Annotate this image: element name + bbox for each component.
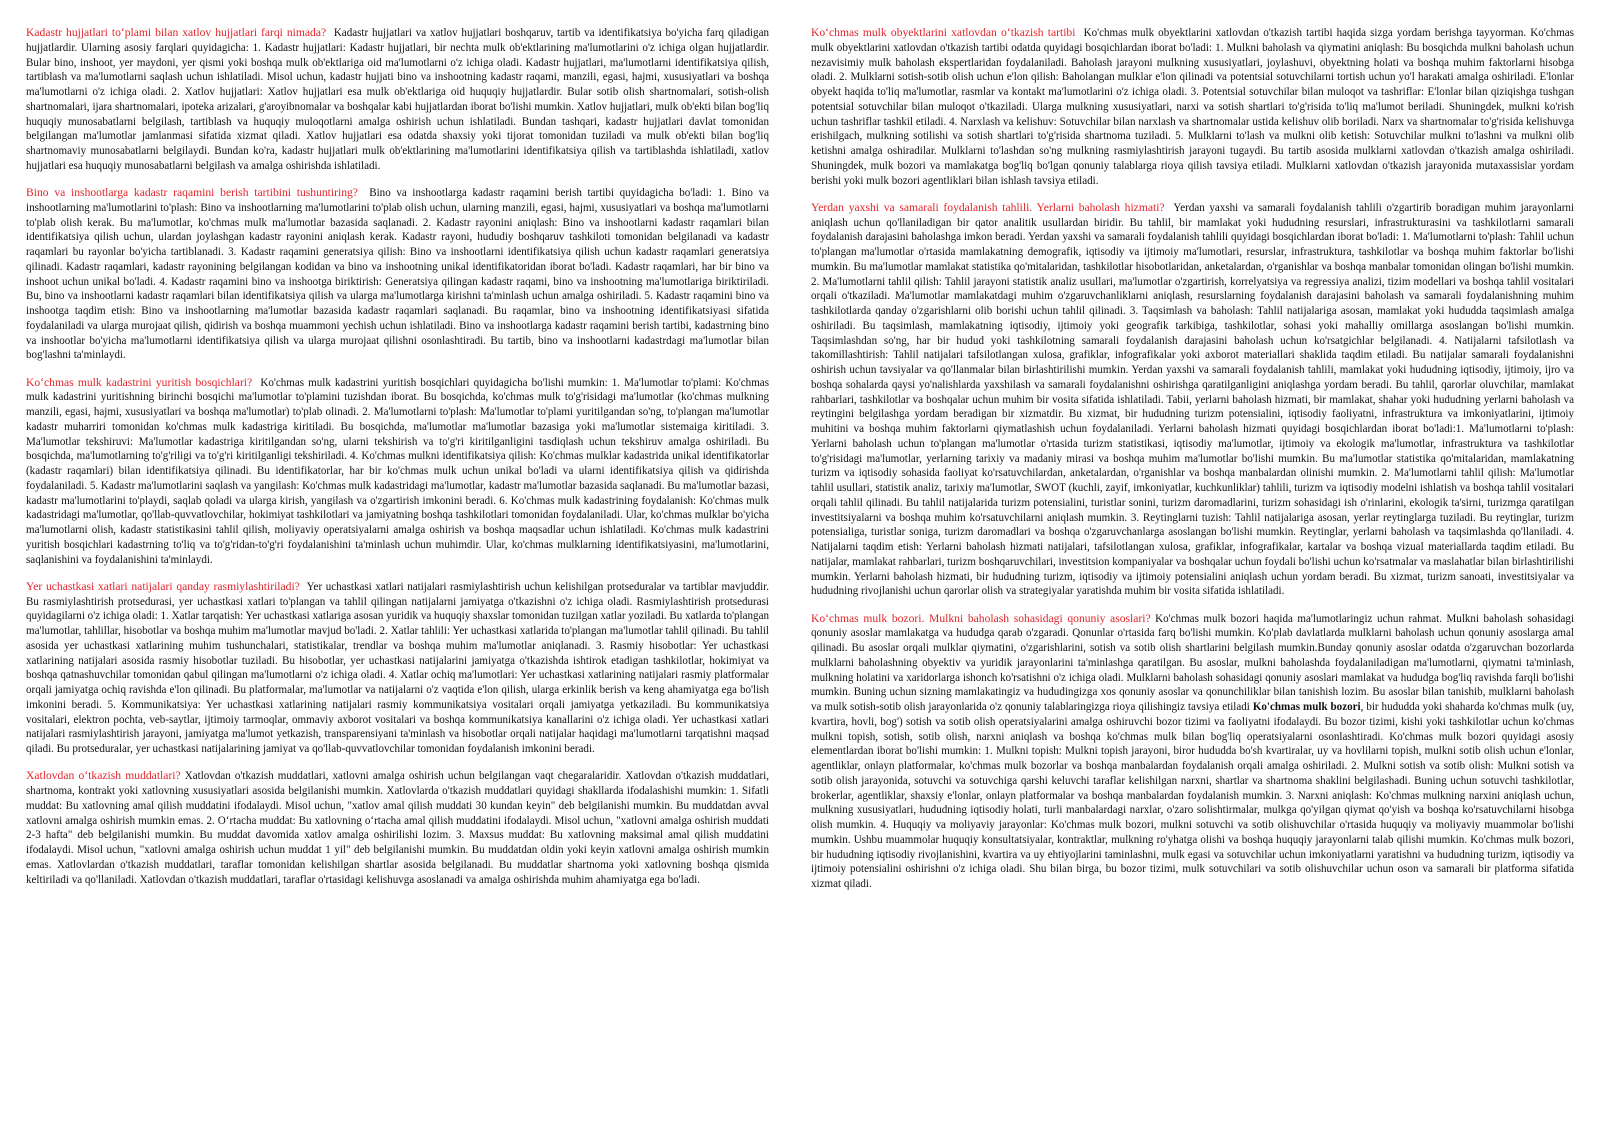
- section-body: Kadastr hujjatlari va xatlov hujjatlari boshqaruv, tartib va identifikatsiya bo'yicha farq qiladigan hujjatlardir. Ularning asosiy farqlari quyidagicha: 1. Kadastr hujjatlari: Kadastr hujjatlari, bir nechta mulk ob'ektlarining ma'lumotlarini o'z ichiga olgan hujjatlardir. Bular bino, inshoot, yer maydoni, yer qismi yoki boshqa mulk ob'ektlariga oid ma'lumotlarni o'z ichiga oladi. Kadastr hujjatlari, ma'lumotlarni identifikatsiya qilish, tartiblash va ma'lumotlarni saqlash uchun ishlatiladi. Misol uchun, kadastr hujjati bino va inshootning kadastr raqami, manzili, egasi, hajmi, xususiyatlari va boshqa ma'lumotlarni o'z ichiga oladi. 2. Xatlov hujjatlari: Xatlov hujjatlari esa mulk ob'ektlariga oid huquqiy hujjatlardir. Bular sotib olish shartnomalari, sotish-olish shartnomalari, ijara shartnomalari, ipoteka arizalari, g'aroyibnomalar va boshqalar kabi hujjatlardan iborat bo'lishi mumkin. Xatlov hujjatlari, mulk ob'ekti bilan bog'liq huquqiy munosabatlarni belgilash, tartiblash va huquqiy muloqotlarni amalga oshirish uchun ishlatiladi. Bundan tashqari, kadastr hujjatlari davlat tomonidan belgilangan ma'lumotlar jamlanmasi sifatida xizmat qiladi. Xatlov hujjatlari esa odatda shaxsiy yoki tijorat tomonidan tuziladi va mulk ob'ekti bilan bog'liq shartnomaviy munosabatlarni belgilaydi. Bundan ko'ra, kadastr hujjatlari mulk ob'ektlarining ma'lumotlarini identifikatsiya qilish va tartiblashda ishlatiladi, xatlov hujjatlari esa huquqiy munosabatlarni belgilash va amalga oshirishda ishlatiladi.: [26, 27, 769, 172]
- section-body-continued: , bir hududda yoki shaharda ko'chmas mulk (uy, kvartira, hovli, bog') sotish va sotib olish operatsiyalarini amalga oshiruvchi bozor tizimi va faoliyatni ifodalaydi. Bu bozor tizimi, kishi yoki tashkilotlar uchun ko'chmas mulkni topish, sotish, sotib olish, narxni aniqlash va boshqa ko'chmas mulk bilan bog'liq operatsiyalarni osonlashtiradi. Ko'chmas mulk bozori quyidagi asosiy elementlardan iborat bo'lishi mumkin: 1. Mulkni topish: Mulkni topish jarayoni, biror hududda bo'sh kvartiralar, uy va hovlilarni topish, mulkni sotib olish uchun e'lonlar, agentliklar, onlayn platformalar, ko'chmas mulk bozorlar va boshqa manbalardan foydalanish orqali amalga oshiriladi. 2. Mulkni sotish va sotib olish: Mulkni sotish va sotib olish jarayonida, sotuvchi va sotuvchiga qarshi keluvchi taraflar kelishilgan narxni, shartlar va shartnoma shaklini belgilashadi. Buning uchun sotuvchi tashkilotlar, brokerlar, agentliklar, shaxsiy e'lonlar, onlayn platformalar va boshqa manbalardan foydalanish mumkin. 3. Narxni aniqlash: Ko'chmas mulkning narxini aniqlash uchun, mulkning xususiyatlari, hududning iqtisodiy holati, turli manbalardagi narxlar, o'zaro solishtirmalar, mulkga qo'yilgan qiymat qo'yish va boshqa ko'rsatuvchilarni hisobga olish mumkin. 4. Huquqiy va moliyaviy jarayonlar: Ko'chmas mulk bozori, mulkni sotuvchi va sotib olishuvchilar o'rtasida huquqiy va moliyaviy muammolar bo'lishi mumkin. Ushbu muammolar huquqiy konsultatsiyalar, kontraktlar, mulkning ro'yhatga olishi va boshqa huquqiy jarayonlarni talab qilishi mumkin. Ko'chmas mulk bozori, bir hududning iqtisodiy rivojlanishini, kvartira va uy ehtiyojlarini taminlashni, mulk egasi va sotuvchilar uchun imkoniyatlarni yaratishni va hududning turizm, iqtisodiy va ijtimoiy potensialini oshirishni o'z ichiga oladi. Shu bilan birga, bu bozor tizimi, mulk sotuvchilari va sotib olishuvchilar uchun oson va samarali bir platforma sifatida xizmat qiladi.: [811, 701, 1575, 890]
- paragraph: [811, 612, 1574, 892]
- section-body: Ko'chmas mulk kadastrini yuritish bosqichlari quyidagicha bo'lishi mumkin: 1. Ma'lumotlar to'plami: Ko'chmas mulk kadastrini yuritishning birinchi bosqichi ma'lumotlar to'plamini tuzishdan iborat. Bu bosqichda, ko'chmas mulk to'g'risidagi ma'lumotlar (ko'chmas mulkning manzili, egasi, hajmi, xususiyatlari va boshqa ma'lumotlar) to'plab olinadi. 2. Ma'lumotlarni to'plash: Ma'lumotlar to'plami yuritilgandan so'ng, to'plangan ma'lumotlar kadastr muharriri tomonidan ko'chmas mulk kadastriga kiritiladi. Bu bosqichda, ma'lumotlar ma'lumotlar bazasiga yoki ma'lumotlar sistemaiga kiritiladi. 3. Ma'lumotlar tekshiruvi: Ma'lumotlar kadastriga kiritilgandan so'ng, ularni tekshirish va to'g'ri kiritilganligini tasdiqlash uchun tekshiruv amalga oshiriladi. Bu bosqichda, ma'lumotlarning to'g'riligi va to'g'ri kiritilganligi tekshiriladi. 4. Ko'chmas mulkni identifikatsiya qilish: Ko'chmas mulklar kadastrida unikal identifikatorlar (kadastr raqamlari) bilan identifikatsiya qilinadi. Bu identifikatorlar, har bir ko'chmas mulk uchun unikal bo'ladi va ularni identifikatsiya qilish va qidirishda foydalaniladi. 5. Kadastr ma'lumotlarini saqlash va yangilash: Ko'chmas mulk kadastridagi ma'lumotlar, kadastr ma'lumotlar bazasida saqlanadi. Bu ma'lumotlar bazasi, kadastr ma'lumotlarini to'playdi, saqlab qoladi va ularga kirish, yangilash va o'zgartirish imkonini beradi. 6. Ko'chmas mulk kadastrining foydalanish: Ko'chmas mulk kadastridagi ma'lumotlar, qo'llab-quvvatlovchilar, hokimiyat tashkilotlari va jamiyatning boshqa tashkilotlari tomonidan foydalaniladi. Ular, ko'chmas mulklar bo'yicha ma'lumotlarni olish, kadastr statistikasini tahlil qilish, moliyaviy operatsiyalarni amalga oshirish va boshqa maqsadlar uchun ishlatiladi. Ko'chmas mulk kadastrini yuritish bosqichlari kadastrning to'liq va to'g'ridan-to'g'ri foydalanishini ta'minlash uchun muhimdir. Ular, ko'chmas mulklarning identifikatsiyasini, ma'lumotlarini, saqlanishini va foydalanishini ta'minlaydi.: [26, 376, 769, 566]
- section-heading: Yerdan yaxshi va samarali foydalanish tahlili. Yerlarni baholash hizmati?: [811, 200, 1165, 214]
- section-body: Ko'chmas mulk obyektlarini xatlovdan o'tkazish tartibi haqida sizga yordam berishga tayyorman. Ko'chmas mulk obyektlarini xatlovdan o'tkazish tartibi odatda quyidagi bosqichlardan iborat bo'ladi: 1. Mulkni baholash va qiymatini aniqlash: Bu bosqichda mulkni baholash uchun nezavisimiy mulk baholash ekspertlaridan foydalaniladi. Baholash jarayoni mulkning xususiyatlari, joylashuvi, obyektning holati va boshqa muhim faktorlarni hisobga oladi. 2. Mulklarni sotish-sotib olish uchun e'lon qilish: Baholangan mulklar e'lon qilinadi va potentsial sotuvchilarni tortish uchun yo'l harakati amalga oshiriladi. E'lonlar obyekt haqida to'liq ma'lumotlar, rasmlar va kontakt ma'lumotlarini o'z ichiga oladi. 3. Potentsial sotuvchilar bilan muloqot va tashriflar: E'lonlar bilan qiziqishga tushgan potentsial sotuvchilar bilan muloqot o'tkaziladi. Ularga mulkning xususiyatlari, narxi va sotish shartlari to'g'risida to'liq ma'lumot beriladi. Shuningdek, mulkni ko'rish uchun tashriflar tashkil etiladi. 4. Narxlash va kelishuv: Sotuvchilar bilan narxlash va shartnomalar ustida kelishuv olib boriladi. Narx va shartnomalar to'g'risida kelishuvga erishilgach, mulkning sotilishi va sotish shartlari to'g'risida shartnoma tuziladi. 5. Mulklarni to'lash va mulkni olib ketish: Sotuvchilar mulkni to'lashni va mulkni olib ketishni amalga oshiradilar. Mulklarni to'lashdan so'ng mulkning rasmiylashtirish jarayoni tugaydi. Bu tartib asosida mulklarni xatlovdan o'tkazish amalga oshiriladi. Shuningdek, mulk bozori va mamlakatga bog'liq bo'lgan qonuniy talablarga rioya qilish tavsiya etiladi. Mulklarni xatlovdan o'tkazish jarayonida mutaxassislar yordam berishi yoki mulk bozori agentliklari bilan ishlash tavsiya etiladi.: [811, 27, 1574, 187]
- paragraph: [26, 580, 769, 757]
- section-heading: Ko‘chmas mulk bozori. Mulkni baholash sohasidagi qonuniy asoslari?: [811, 611, 1151, 625]
- section-heading: Bino va inshootlarga kadastr raqamini berish tartibini tushuntiring?: [26, 186, 358, 199]
- section-heading: Ko‘chmas mulk obyektlarini xatlovdan o‘tkazish tartibi: [811, 26, 1076, 39]
- section-heading: Ko‘chmas mulk kadastrini yuritish bosqichlari?: [26, 375, 253, 389]
- paragraph: [26, 186, 769, 363]
- paragraph: [26, 769, 769, 887]
- paragraph: [26, 376, 769, 568]
- right-column: [811, 26, 1574, 1131]
- section-body: Xatlovdan o'tkazish muddatlari, xatlovni amalga oshirish uchun belgilangan vaqt chegaralaridir. Xatlovdan o'tkazish muddatlari, shartnoma, kontrakt yoki xatlovning xususiyatlari asosida belgilanishi mumkin. Xatlovlarda o'tkazish muddatlari quyidagi shakllarda ifodalashishi mumkin: 1. Sifatli muddat: Bu xatlovning amal qilish muddatini ifodalaydi. Misol uchun, "xatlov amal qilish muddati 30 kundan keyin" deb belgilanishi mumkin. Bu muddatdan avval xatlovni amalga oshirish mumkin emas. 2. O‘rtacha muddat: Bu xatlovning o‘rtacha amal qilish muddatini ifodalaydi. Misol uchun, "xatlovni amalga oshirish muddati 2-3 hafta" deb belgilanishi mumkin. Bu muddat davomida xatlov amalga oshirilishi lozim. 3. Maxsus muddat: Bu xatlovning maksimal amal qilish muddatini ifodalaydi. Misol uchun, "xatlovni amalga oshirish uchun muddat 1 yil" deb belgilanishi mumkin. Bu muddatdan oldin yoki keyin xatlovni amalga oshirish mumkin emas. Xatlovlardan o'tkazish muddatlari, taraflar tomonidan kelishilgan shartlar asosida belgilanadi. Bu muddatlar shartnoma yoki xatlovning boshqa qismida keltiriladi va qo'llaniladi. Xatlovdan o'tkazish muddatlari, taraflar o'rtasidagi kelishuvga asoslanadi va amalga oshirishda muhim ahamiyatga ega bo'ladi.: [26, 770, 769, 886]
- section-inventory-deadlines: [26, 769, 769, 887]
- section-body: Yerdan yaxshi va samarali foydalanish tahlili o'zgartirib boradigan muhim jarayonlarni aniqlash uchun qo'llaniladigan bir qator analitik usullardan biridir. Bu tahlil, bir mamlakat yoki hududning resurslari, infrastrukturasini va tashkilotlarni samarali foydalanish darajasini baholashga imkon beradi. Yerdan yaxshi va samarali foydalanish tahlili quyidagi bosqichlardan iborat bo'ladi: 1. Ma'lumotlarni to'plash: Tahlil uchun to'plangan ma'lumotlar o'rtasida mamlakatning demografik, iqtisodiy va ijtimoiy ma'lumotlari, resurslar, infrastruktura, tashkilotlar va boshqa muhim faktorlar bo'lishi mumkin. Bu ma'lumotlar mamlakat statistika qo'mitalaridan, tashkilotlar hisobotlaridan, anketalardan, o'rganishlar va boshqa manbalar tomonidan olingan bo'lishi mumkin. 2. Ma'lumotlarni tahlil qilish: Tahlil jarayoni statistik analiz usullari, ma'lumotlar o'zgartirish, korrelyatsiya va regressiya analizi, tizim modellari va boshqa tahlil vositalari orqali o'tkaziladi. Ma'lumotlar mamlakatdagi muhim o'zgaruvchanliklarni aniqlash, resurslarning foydalanish darajasini baholash va samarali foydalanishning muhim tashkilotlarda qanday o'zgarishlarni olib borishi uchun tahlil qilinadi. 3. Taqsimlash va baholash: Tahlil natijalariga asosan, mamlakat yoki hududda taqsimlash amalga oshiriladi. Bu taqsimlash, mamlakatning iqtisodiy, ijtimoiy yoki geografik tarkibiga, tashkilotlar, sohasi yoki mahalliy omillarga asoslangan bo'lishi mumkin. Taqsimlashdan so'ng, har bir hudud yoki tashkilotning samarali foydalanish darajasini baholash uchun ko'rsatgichlar belgilanadi. 4. Natijalarni tafsilotlash va takomillashtirish: Tahlil natijalari tafsilotlangan xulosa, grafiklar, infografikalar yoki axborot materiallari shaklida taqdim etiladi. Bu natijalar samarali foydalanishni oshirish uchun tavsiyalar va qo'llanmalar bilan birlashtirilishi mumkin. Yerdan yaxshi va samarali foydalanish tahlili, mamlakat yoki hududning iqtisodiy, ijtimoiy, ijro va boshqa sohalarda qaysi yo'nalishlarda yaxshilash va samarali foydalanishni oshirishga qaratilganligini aniqlashga yordam beradi. Bu tahlil, qarorlar oluvchilar, mamlakat rahbarlari, tashkilotlar va boshqalar uchun muhim bir vosita sifatida ishlatiladi. Tabii, yerlarni baholash hizmati, bir mamlakat, shahar yoki hududning yerlarni baholash va reytingini belgilashga yordam beradigan bir xizmatdir. Bu xizmat, bir hududning turizm potensialini, iqtisodiy faoliyatni, infrastruktura va imkoniyatlarini, ijtimoiy muhitini va boshqa muhim faktorlarni qiymatlashish uchun foydalaniladi. Yerlarni baholash hizmati quyidagi bosqichlardan iborat bo'ladi:1. Ma'lumotlarni to'plash: Yerlarni baholash uchun to'plangan ma'lumotlar o'rtasida turizm statistikasi, iqtisodiy ma'lumotlar, ijtimoiy va ekologik ma'lumotlar, infrastruktura va tashkilotlar to'g'risidagi ma'lumotlar, yerlarning tarixiy va madaniy mirasi va boshqa muhim ma'lumotlar bo'lishi mumkin. Bu ma'lumotlar statistika qo'mitalaridan, mamlakatning turizm va iqtisodiy sohasida faoliyat ko'rsatuvchilardan, anketalardan, o'rganishlar va boshqa manbalardan olinishi mumkin. 2. Ma'lumotlarni tahlil qilish: Ma'lumotlar tahlil usullari, statistik analiz, tarixiy ma'lumotlar, SWOT (kuchli, zayif, imkoniyatlar, kuchkunliklar) tahlili, turizm va iqtisodiy modelni ishlatish va boshqa tahlil vositalari orqali tahlil qilinadi. Bu tahlil natijalarida turizm potensialini, turistlar sonini, turizm daromadlarini, turizm sohasidagi ish o'rinlarini, ekologik ta'sirni, turizmga qaratilgan investitsiyalarni va boshqa muhim ko'rsatuvchilarni aniqlash mumkin. 3. Reytinglarni tuzish: Tahlil natijalariga asosan, yerlar reytinglarga tuziladi. Bu reytinglar, turizm potensialiga, turistlar soniga, turizm daromadlari va boshqa o'zgaruvchanlarga asoslangan bo'lishi mumkin. Reytinglar, yerlarni baholash va taqsimlashda qo'llaniladi. 4. Natijalarni taqdim etish: Yerlarni baholash hizmati natijalari, tafsilotlangan xulosa, grafiklar, infografikalar, kartalar va boshqa vizual materiallarda taqdim etiladi. Bu natijalar, mamlakat rahbarlari, turizm boshqaruvchilari, investitsion kompaniyalar va boshqalar uchun foydali bo'lishi uchun ko'rsatmalar va maslahatlar bilan birlashtirilishi mumkin. Yerlarni baholash hizmati, bir hududning turizm, iqtisodiy va ijtimoiy potensialini aniqlash uchun yordam beradi. Bu xizmat, turizm sanoati, investitsiyalar va hududning rivojlanishi uchun qarorlar olish va strategiyalar yaratishda muhim bir vosita sifatida ishlatiladi.: [811, 201, 1575, 598]
- section-body: Bino va inshootlarga kadastr raqamini berish tartibi quyidagicha bo'ladi: 1. Bino va inshootlarning ma'lumotlarini to'plash: Bino va inshootlarning ma'lumotlarini to'plab olish uchun, ularning manzili, egasi, hajmi, xususiyatlari va boshqa ma'lumotlarni to'plab olish kerak. Bu ma'lumotlar, ko'chmas mulk ma'lumotlar bazasida saqlanadi. 2. Kadastr rayonini aniqlash: Bino va inshootlarni kadastr raqamlari bilan identifikatsiya qilish uchun, ulardan joylashgan kadastr rayonini aniqlash kerak. Kadastr rayoni, hududiy boshqaruv tashkiloti tomonidan belgilanadi va kadastr raqamlari bu rayonlar bo'yicha tartiblanadi. 3. Kadastr raqamini generatsiya qilish: Bino va inshootlarni identifikatsiya qilish uchun kadastr raqamlari generatsiya qilinadi. Kadastr raqamlari, kadastr rayonining belgilangan kodidan va bino va inshootning unikal identifikatoridan iborat bo'ladi. Kadastr raqamlari, har bir bino va inshoot uchun unikal bo'ladi. 4. Kadastr raqamini bino va inshootga biriktirish: Generatsiya qilingan kadastr raqami, bino va inshootning ma'lumotlariga biriktiriladi. Bu, bino va inshootlarni kadastr raqamlari bilan identifikatsiya qilish va ularga ma'lumotlarga kirishni ta'minlash uchun amalga oshiriladi. 5. Kadastr raqamini bino va inshootga taqdim etish: Bino va inshootlarning ma'lumotlar bazasida kadastr raqamlari saqlanadi. Bu raqamlar, bino va inshootning identifikatsiyasi sifatida foydalaniladi va ularga murojaat qilish, qidirish va boshqa muammoni yechish uchun ishlatiladi. Bino va inshootlarga kadastr raqamini berish tartibi, kadastrning bino va inshootlar bo'yicha ma'lumotlarni identifikatsiya qilish va ularga murojaat qilishni osonlashtiradi. Bu tartib, bino va inshootlarni kadastrdagi ma'lumotlar bilan bog'lashni ta'minlaydi.: [26, 187, 769, 362]
- section-body: Yer uchastkasi xatlari natijalari rasmiylashtirish uchun kelishilgan protseduralar va tartiblar mavjuddir. Bu rasmiylashtirish protsedurasi, yer uchastkasi xatlari to'plangan va tahlil qilingan natijalarni jamiyatga o'tkazishni o'z ichiga oladi. Rasmiylashtirish protsedurasi quyidagilarni o'z ichiga oladi: 1. Xatlar tarqatish: Yer uchastkasi xatlariga asosan yuridik va huquqiy shaxslar tomonidan tuzilgan xatlar yoziladi. Bu xatlarda to'plangan ma'lumotlar, tahlillar, hisobotlar va boshqa muhim ma'lumotlar mavjud bo'ladi. 2. Xatlar tahlili: Yer uchastkasi xatlarida to'plangan ma'lumotlar tahlil qilinadi. Bu tahlil asosida yer uchastkasi xatlarining muhim tushunchalari, statistikalar, trendlar va boshqa muhim ma'lumotlar aniqlanadi. 3. Rasmiy hisobotlar: Yer uchastkasi xatlarining natijalari asosida rasmiy hisobotlar tuziladi. Bu hisobotlar, yer uchastkasi natijalarini jamiyatga o'tkazishda ishtirok etadigan tashkilotlar, hokimiyat va boshqa qatnashuvchilar tomonidan qabul qilingan ma'lumotlarni o'z ichiga oladi. 4. Xatlar ochiq ma'lumotlari: Yer uchastkasi xatlarining natijalari rasmiy platformalar orqali jamiyatga ochiq ravishda e'lon qilinadi. Bu platformalar, ma'lumotlar va natijalarni o'z vaqtida e'lon qilish, ularga erkinlik berish va keng ahamiyatga ega bo'lish imkonini beradi. 5. Kommunikatsiya: Yer uchastkasi xatlarining natijalari rasmiy kommunikatsiya vositalari orqali jamiyatga yetkaziladi. Bu kommunikatsiya vositalari, elektron pochta, veb-saytlar, ijtimoiy tarmoqlar, ommaviy axborot vositalari va boshqa kommunikatsiya kanallarini o'z ichiga oladi. Yer uchastkasi xatlari natijalari rasmiylashtirish jarayoni, jamiyatga ma'lumot yetkazish, transparensiyani ta'minlash va hisobotlar orqali natijalar haqidagi ma'lumotlarni tarqatishni maqsad qiladi. Bu protseduralar, yer uchastkasi natijalarining jamiyat va qo'llab-quvvatlovchilar tomonidan foydalanish imkonini beradi.: [26, 580, 770, 755]
- section-cadastre-stages: [26, 376, 769, 568]
- paragraph: [26, 26, 769, 174]
- section-land-plot-results: [26, 580, 769, 757]
- section-heading: Yer uchastkasi xatlari natijalari qanday rasmiylashtiriladi?: [26, 579, 300, 593]
- paragraph: [811, 201, 1574, 599]
- section-property-inventory-procedure: [811, 26, 1574, 188]
- left-column: [26, 26, 769, 1131]
- section-real-estate-market: [811, 612, 1574, 892]
- section-body: Ko'chmas mulk bozori haqida ma'lumotlaringiz uchun rahmat. Mulkni baholash sohasidagi qonuniy asoslar mamlakatga va hududga qarab o'zgaradi. Qonunlar o'rtasida farq bo'lishi mumkin. Ko'plab davlatlarda mulklarni baholash uchun qonuniy asoslarga amal qilinadi. Bu asoslar orqali mulklar qiymatini, o'zgarishlarini, sotish va sotib olish shartlarini belgilash mumkin.Bunday qonuniy asoslar odatda o'zgaruvchan bozorlarda mulklarni baholashning obyektiv va yuridik jarayonlarini ta'minlashga qaratilgan. Bu asoslar, mulkni baholashda foydalaniladigan ma'lumotlarni, qiymatni ta'minlash, mulkning holatini va xaridorlarga ishonch ko'rsatishni o'z ichiga oladi. Mulklarni baholash sohasidagi qonuniy asoslari mamlakat va hududga bog'liq ravishda farqli bo'lishi mumkin. Buning uchun sizning mamlakatingiz va hududingizga xos qonuniy asoslar va qonunchiliklar bilan tanishish lozim. Bu asoslar bilan tanishib, mulklarni baholash va mulk sotish-sotib olish jarayonlarida o'z qonuniy talablaringizga rioya qilishingiz tavsiya etiladi: [811, 612, 1575, 713]
- section-cadastre-vs-inventory: [26, 26, 769, 174]
- paragraph: [811, 26, 1574, 188]
- section-land-use-analysis: [811, 201, 1574, 599]
- section-heading: Xatlovdan o‘tkazish muddatlari?: [26, 769, 181, 783]
- section-building-cadastre-number: [26, 186, 769, 363]
- section-heading: Kadastr hujjatlari to‘plami bilan xatlov hujjatlari farqi nimada?: [26, 26, 327, 39]
- bold-term: Ko'chmas mulk bozori: [1252, 701, 1361, 713]
